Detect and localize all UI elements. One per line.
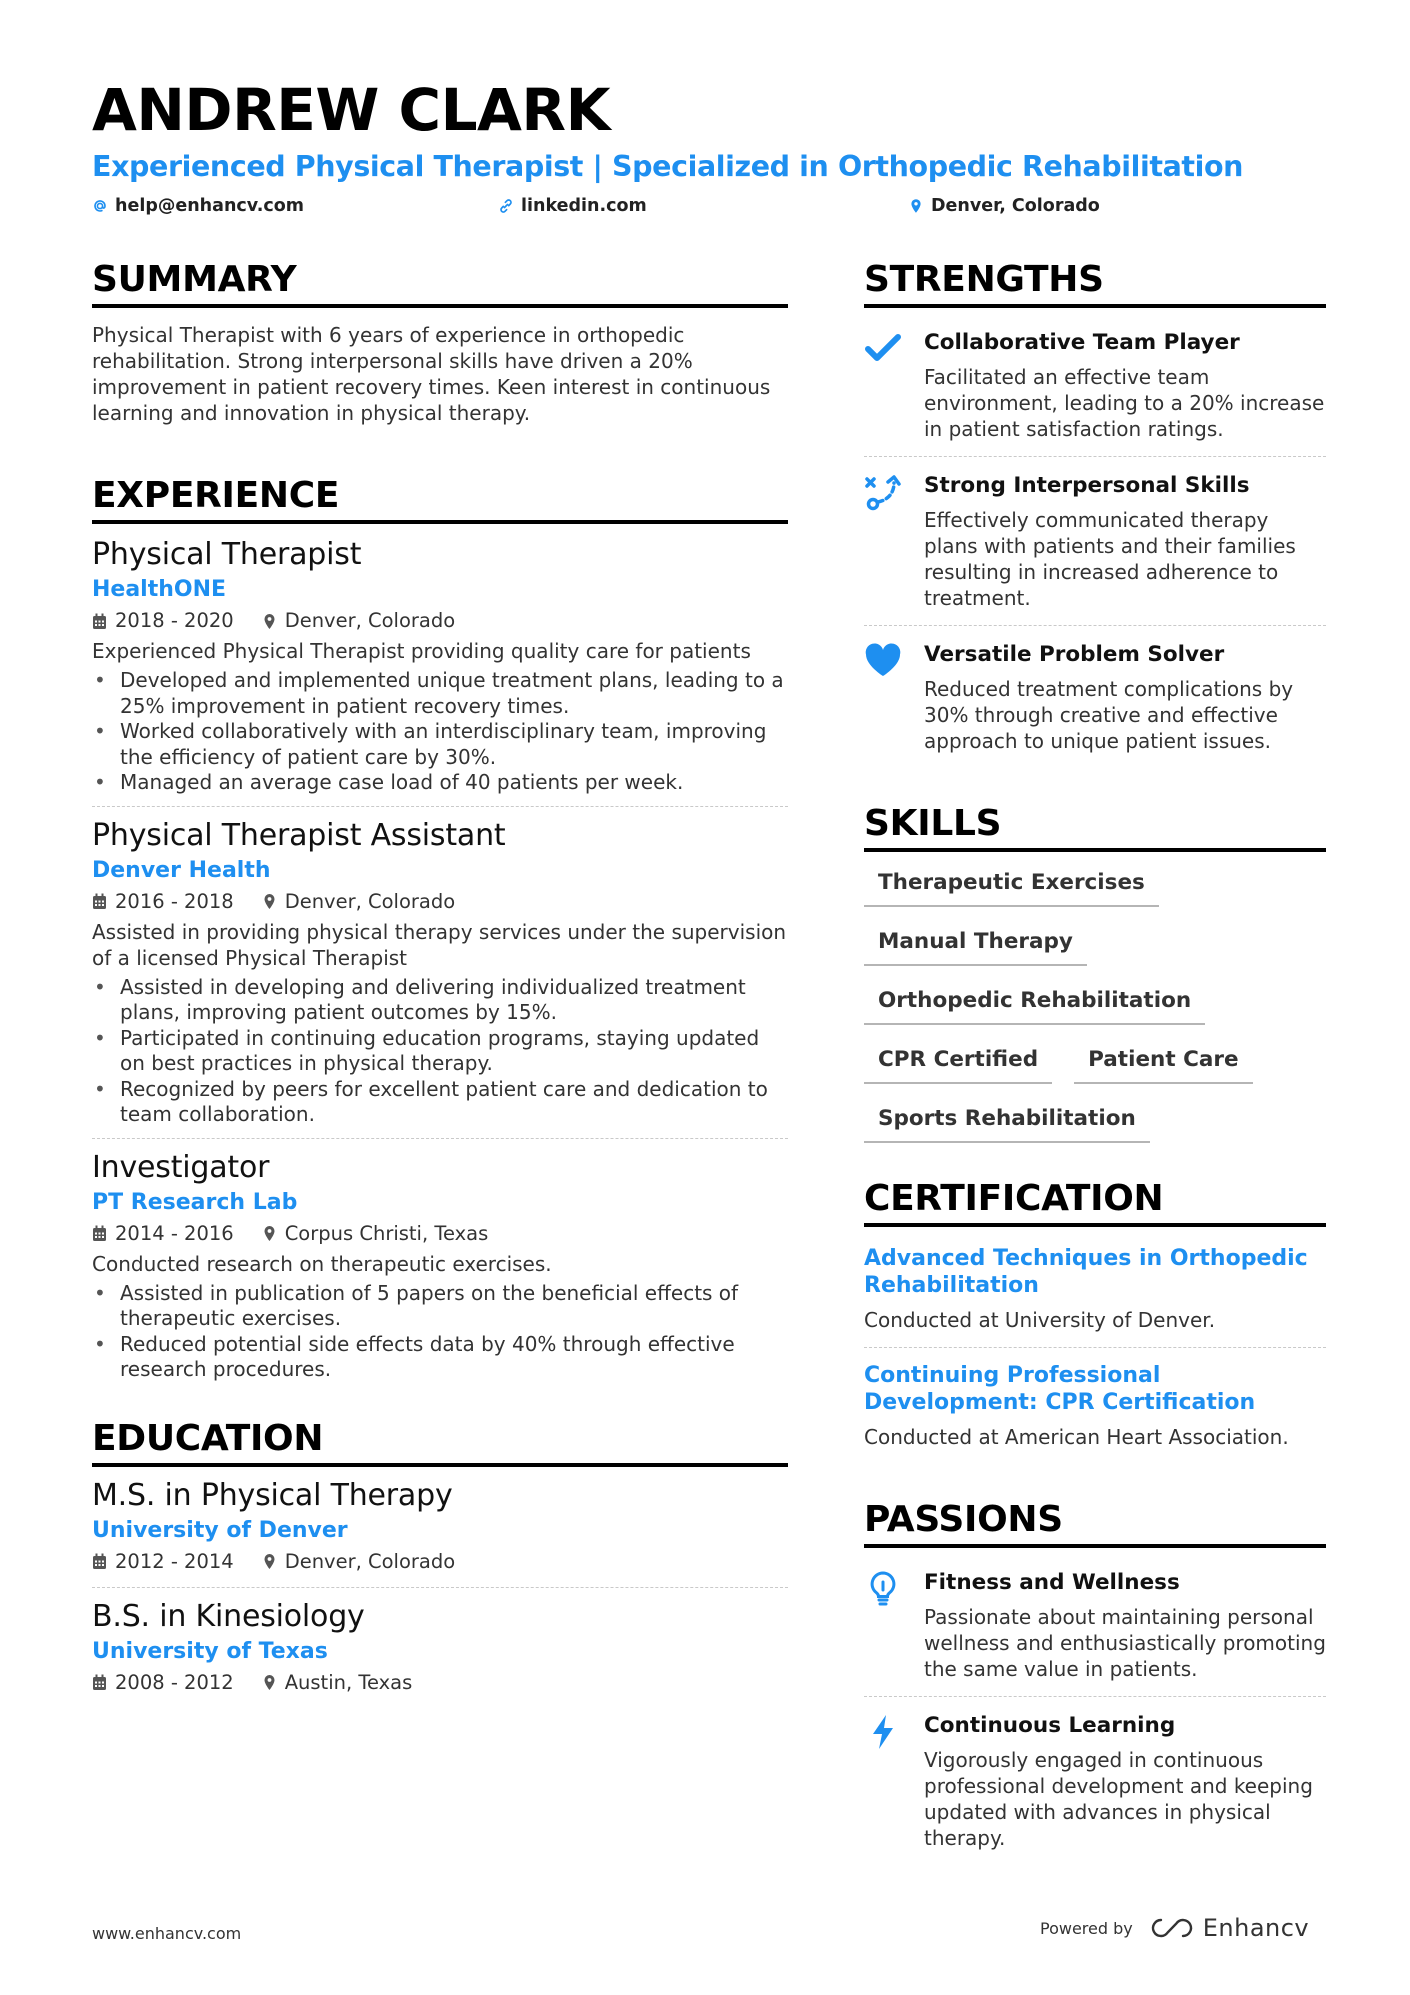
contact-linkedin[interactable]: [498, 196, 647, 216]
feature-description: Facilitated an effective team environment, leading to a 20% increase in patient satisfaction ratings.: [924, 365, 1325, 441]
passion-item: [864, 1554, 1326, 1697]
education-section: [92, 1417, 788, 1708]
skill-tag: Orthopedic Rehabilitation: [864, 988, 1205, 1025]
map-pin-icon: [262, 893, 277, 910]
right-column: [864, 258, 1326, 1899]
calendar-icon: [92, 613, 107, 630]
date-range: [92, 606, 234, 636]
skill-row: [864, 1047, 1326, 1084]
skills-list: [864, 852, 1326, 1143]
certification-section: [864, 1177, 1326, 1464]
contact-email[interactable]: [92, 196, 304, 216]
achievement-list: [92, 1281, 788, 1383]
skill-row: [864, 929, 1326, 966]
school-name[interactable]: University of Denver: [92, 1517, 348, 1543]
job-title: Physical Therapist Assistant: [92, 817, 506, 853]
achievement-item: • Managed an average case load of 40 patients per week.: [92, 770, 788, 796]
check-icon: [864, 330, 902, 368]
feature-body: [924, 1568, 1326, 1682]
map-pin-icon: [908, 198, 924, 214]
achievement-list: [92, 975, 788, 1128]
summary-text: Physical Therapist with 6 years of experience in orthopedic rehabilitation. Strong interpersonal skills have driven a 20% improvement in patient recovery times. Keen interest in continuous learning and innovation in physical therapy.: [92, 323, 771, 425]
location-text: Denver, Colorado: [284, 609, 456, 632]
feature-description: Effectively communicated therapy plans with patients and their families resulting in increased adherence to treatment.: [924, 508, 1296, 610]
certification-description: Conducted at University of Denver.: [864, 1308, 1216, 1332]
passion-item: [864, 1697, 1326, 1865]
date-text: 2014 - 2016: [115, 1221, 234, 1245]
feature-icon-wrap: [864, 1568, 924, 1682]
link-icon: [498, 198, 514, 214]
date-range: [92, 1668, 234, 1698]
education-heading: EDUCATION: [92, 1417, 788, 1467]
calendar-icon: [92, 1674, 107, 1691]
feature-title: Continuous Learning: [924, 1713, 1176, 1738]
company-name[interactable]: HealthONE: [92, 577, 227, 602]
skill-tag: Sports Rehabilitation: [864, 1106, 1150, 1143]
date-range: [92, 887, 234, 917]
skill-tag: CPR Certified: [864, 1047, 1052, 1084]
feature-description: Reduced treatment complications by 30% through creative and effective approach to unique patient issues.: [924, 677, 1294, 753]
skills-section: [864, 802, 1326, 1143]
heart-icon: [864, 642, 902, 680]
achievement-item: • Recognized by peers for excellent patient care and dedication to team collaboration.: [92, 1077, 788, 1128]
certification-item: [864, 1231, 1326, 1348]
job-title: Investigator: [92, 1149, 270, 1185]
job-description: Experienced Physical Therapist providing quality care for patients: [92, 639, 751, 663]
location: [262, 1668, 413, 1698]
passions-heading: PASSIONS: [864, 1498, 1326, 1548]
feature-title: Fitness and Wellness: [924, 1570, 1180, 1595]
education-entry: [92, 1588, 788, 1708]
location: [262, 1547, 456, 1577]
feature-body: [924, 640, 1326, 754]
feature-body: [924, 471, 1326, 611]
footer-branding: [1040, 1914, 1309, 1942]
strength-item: [864, 457, 1326, 626]
skill-row: [864, 870, 1326, 907]
experience-entry: [92, 1139, 788, 1393]
feature-description: Passionate about maintaining personal wellness and enthusiastically promoting the same value in patients.: [924, 1605, 1326, 1681]
job-title: Physical Therapist: [92, 537, 362, 572]
calendar-icon: [92, 893, 107, 910]
linkedin-text: linkedin.com: [521, 196, 647, 216]
experience-section: [92, 474, 788, 1393]
left-column: [92, 258, 788, 1742]
achievement-item: • Developed and implemented unique treatment plans, leading to a 25% improvement in patient recovery times.: [92, 668, 788, 719]
feature-icon-wrap: [864, 471, 924, 611]
enhancv-logo[interactable]: [1149, 1914, 1309, 1942]
strengths-section: [864, 258, 1326, 768]
skill-tag: Manual Therapy: [864, 929, 1087, 966]
achievement-item: • Worked collaboratively with an interdisciplinary team, improving the efficiency of patient care by 30%.: [92, 719, 788, 770]
date-text: 2012 - 2014: [115, 1549, 234, 1573]
map-pin-icon: [262, 1674, 277, 1691]
passions-section: [864, 1498, 1326, 1865]
feature-icon-wrap: [864, 640, 924, 754]
strengths-list: [864, 314, 1326, 768]
degree-title: M.S. in Physical Therapy: [92, 1477, 453, 1513]
candidate-name: ANDREW CLARK: [92, 76, 611, 144]
strength-item: [864, 626, 1326, 768]
location-text: Denver, Colorado: [284, 1549, 456, 1573]
location-text: Denver, Colorado: [284, 889, 456, 913]
calendar-icon: [92, 1225, 107, 1242]
achievement-list: [92, 668, 788, 796]
certification-list: [864, 1231, 1326, 1464]
date-range: [92, 1547, 234, 1577]
lightbulb-icon: [864, 1570, 902, 1608]
map-pin-icon: [262, 1553, 277, 1570]
location: [262, 606, 456, 636]
degree-title: B.S. in Kinesiology: [92, 1598, 365, 1634]
date-range: [92, 1219, 234, 1249]
location-text: Corpus Christi, Texas: [284, 1221, 489, 1245]
strategy-icon: [864, 473, 902, 511]
date-location-row: [92, 1668, 788, 1698]
brand-name: Enhancv: [1202, 1914, 1310, 1942]
summary-heading: SUMMARY: [92, 258, 788, 308]
date-text: 2018 - 2020: [115, 609, 234, 632]
skill-row: [864, 988, 1326, 1025]
company-name[interactable]: Denver Health: [92, 857, 271, 883]
job-description: Assisted in providing physical therapy services under the supervision of a licensed Physical Therapist: [92, 919, 787, 970]
location-text: Austin, Texas: [284, 1670, 413, 1694]
achievement-item: • Reduced potential side effects data by 40% through effective research procedures.: [92, 1332, 788, 1383]
date-location-row: [92, 1219, 788, 1249]
company-name[interactable]: PT Research Lab: [92, 1189, 298, 1215]
email-text: help@enhancv.com: [115, 196, 305, 216]
date-location-row: [92, 606, 788, 636]
experience-entry: [92, 524, 788, 807]
experience-entry: [92, 807, 788, 1139]
job-description: Conducted research on therapeutic exercises.: [92, 1251, 552, 1276]
experience-list: [92, 524, 788, 1393]
certification-description: Conducted at American Heart Association.: [864, 1425, 1289, 1449]
feature-icon-wrap: [864, 1711, 924, 1851]
certification-heading: CERTIFICATION: [864, 1177, 1326, 1227]
location: [262, 1219, 489, 1249]
location-text: Denver, Colorado: [931, 196, 1100, 216]
feature-title: Collaborative Team Player: [924, 330, 1240, 355]
powered-by-text: Powered by: [1040, 1918, 1133, 1938]
lightning-icon: [864, 1713, 902, 1751]
strength-item: [864, 314, 1326, 457]
passions-list: [864, 1554, 1326, 1865]
feature-body: [924, 328, 1326, 442]
map-pin-icon: [262, 613, 277, 630]
date-text: 2008 - 2012: [115, 1670, 234, 1694]
skills-heading: SKILLS: [864, 802, 1326, 852]
summary-section: [92, 258, 788, 426]
feature-title: Strong Interpersonal Skills: [924, 473, 1250, 498]
date-location-row: [92, 887, 788, 917]
enhancv-logo-icon: [1149, 1916, 1195, 1940]
achievement-item: • Participated in continuing education programs, staying updated on best practices in physical therapy.: [92, 1026, 788, 1077]
education-entry: [92, 1467, 788, 1588]
date-location-row: [92, 1547, 788, 1577]
certification-title[interactable]: Continuing Professional Development: CPR Certification: [864, 1363, 1256, 1415]
candidate-tagline: Experienced Physical Therapist | Specialized in Orthopedic Rehabilitation: [92, 150, 1244, 183]
calendar-icon: [92, 1553, 107, 1570]
feature-icon-wrap: [864, 328, 924, 442]
strengths-heading: STRENGTHS: [864, 258, 1326, 308]
certification-title[interactable]: Advanced Techniques in Orthopedic Rehabilitation: [864, 1246, 1308, 1298]
location: [262, 887, 456, 917]
certification-item: [864, 1348, 1326, 1464]
feature-description: Vigorously engaged in continuous professional development and keeping updated with advances in physical therapy.: [924, 1748, 1313, 1850]
education-list: [92, 1467, 788, 1708]
contact-location: [908, 196, 1100, 216]
achievement-item: • Assisted in developing and delivering individualized treatment plans, improving patient outcomes by 15%.: [92, 975, 788, 1026]
skill-row: [864, 1106, 1326, 1143]
achievement-item: • Assisted in publication of 5 papers on the beneficial effects of therapeutic exercises.: [92, 1281, 788, 1332]
school-name[interactable]: University of Texas: [92, 1638, 328, 1664]
experience-heading: EXPERIENCE: [92, 474, 788, 524]
skill-tag: Therapeutic Exercises: [864, 870, 1159, 907]
date-text: 2016 - 2018: [115, 889, 234, 913]
footer-website[interactable]: www.enhancv.com: [92, 1924, 242, 1943]
at-icon: [92, 198, 108, 214]
feature-body: [924, 1711, 1326, 1851]
map-pin-icon: [262, 1225, 277, 1242]
skill-tag: Patient Care: [1074, 1047, 1252, 1084]
feature-title: Versatile Problem Solver: [924, 642, 1225, 667]
